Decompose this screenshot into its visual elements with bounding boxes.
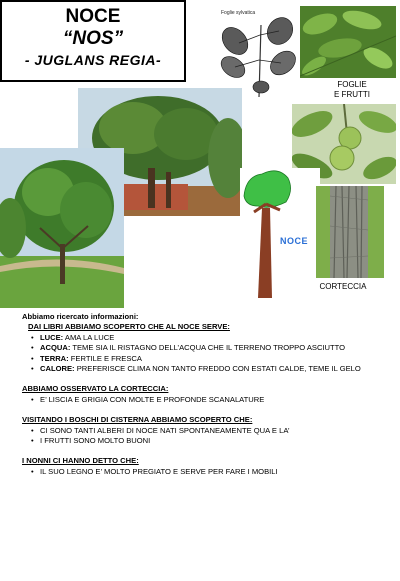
foliage-photo	[300, 6, 396, 78]
bark-photo	[316, 186, 384, 278]
section-title-woods: VISITANDO I BOSCHI DI CISTERNA ABBIAMO SCOPERTO CHE:	[22, 415, 253, 425]
leaf-illustration-caption: Foglie sylvatica	[221, 10, 256, 16]
bark-caption: CORTECCIA	[319, 282, 367, 291]
item-text: TEME SIA IL RISTAGNO DELL’ACQUA CHE IL TERRENO TROPPO ASCIUTTO	[70, 343, 346, 353]
tree-photo-left	[0, 148, 124, 308]
list-books	[22, 333, 392, 375]
title-common-name: NOCE	[65, 6, 121, 27]
list-item: • E’ LISCIA E GRIGIA CON MOLTE E PROFONDE SCANALATURE	[40, 395, 392, 405]
item-text: AMA LA LUCE	[63, 332, 115, 342]
title-dialect-name: “NOS”	[62, 28, 124, 49]
section-title-grandparents: I NONNI CI HANNO DETTO CHE:	[22, 456, 139, 466]
title-box	[0, 0, 186, 82]
keyword-soil: TERRA:	[40, 353, 69, 363]
list-item	[40, 343, 392, 353]
list-item	[40, 364, 392, 374]
list-item: • CI SONO TANTI ALBERI DI NOCE NATI SPONTANEAMENTE QUA E LA’	[40, 426, 392, 436]
info-section	[22, 312, 392, 477]
keyword-light: LUCE:	[40, 332, 64, 342]
info-intro: Abbiamo ricercato informazioni:	[22, 312, 139, 321]
list-bark	[22, 395, 392, 405]
foliage-caption: FOGLIE E FRUTTI	[334, 80, 370, 99]
section-title-books: DAI LIBRI ABBIAMO SCOPERTO CHE AL NOCE SERVE:	[28, 322, 230, 332]
item-text: FERTILE E FRESCA	[68, 353, 142, 363]
list-item: • I FRUTTI SONO MOLTO BUONI	[40, 436, 392, 446]
list-item	[40, 354, 392, 364]
list-item: • IL SUO LEGNO E’ MOLTO PREGIATO E SERVE PER FARE I MOBILI	[40, 467, 392, 477]
title-latin-name: - JUGLANS REGIA-	[24, 52, 162, 68]
section-title-bark: ABBIAMO OSSERVATO LA CORTECCIA:	[22, 384, 169, 394]
list-item	[40, 333, 392, 343]
child-drawing-label: NOCE	[280, 236, 309, 246]
leaf-illustration	[219, 5, 299, 98]
item-text: PREFERISCE CLIMA NON TANTO FREDDO CON ESTATI CALDE, TEME IL GELO	[74, 364, 361, 374]
list-grandparents	[22, 467, 392, 477]
keyword-water: ACQUA:	[40, 343, 71, 353]
list-woods	[22, 426, 392, 447]
keyword-heat: CALORE:	[40, 364, 75, 374]
